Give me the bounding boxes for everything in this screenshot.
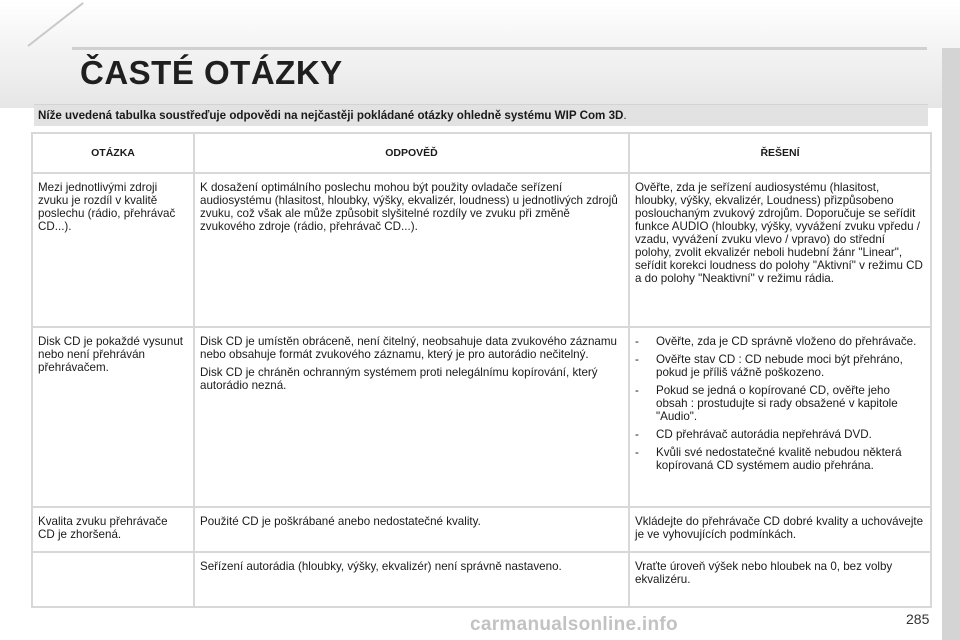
intro-period: .: [623, 109, 627, 122]
watermark-logo: carmanualsonline.info: [470, 614, 678, 635]
answer-cell: [195, 508, 630, 553]
solution-cell: Ověřte, zda je seřízení audiosystému (hlasitost, hloubky, výšky, ekvalizér, Loudness) přizpůsobeno poslouchaným zvukový zdrojům. Doporučuje se seřídit funkce AUDIO (hloubky, výšky, vyvážení zvuku vpředu / vzadu, vyvážení zvuku vlevo / vpravo) do střední polohy, zvolit ekvalizér neboli hudební žánr "Linear", seřídit korekci loudness do polohy "Aktivní" v režimu CD a do polohy "Neaktivní" v režimu rádia.: [630, 174, 930, 328]
page-title: ČASTÉ OTÁZKY: [80, 54, 343, 91]
intro-text: Níže uvedená tabulka soustřeďuje odpovědi na nejčastěji pokládané otázky ohledně systému WIP Com 3D: [38, 109, 624, 122]
list-dash: -: [635, 384, 639, 397]
solution-cell: Vraťte úroveň výšek nebo hloubek na 0, bez volby ekvalizéru.: [635, 560, 893, 586]
solution-list: [635, 335, 924, 472]
intro-banner: [34, 104, 928, 126]
table-row: [33, 553, 930, 606]
answer-text: Seřízení autorádia (hloubky, výšky, ekvalizér) není správně nastaveno.: [200, 560, 562, 573]
solution-cell: Vkládejte do přehrávače CD dobré kvality a uchovávejte je ve vyhovujících podmínkách.: [630, 508, 930, 553]
table-row: [33, 174, 930, 328]
answer-text: Použité CD je poškrábané anebo nedostatečné kvality.: [200, 515, 481, 528]
answer-text: K dosažení optimálního poslechu mohou být použity ovladače seřízení audiosystému (hlasitost, hloubky, výšky, ekvalizér, loudness) u jednotlivých zdrojů zvuku, což však ale může způsobit slyšitelné rozdíly ve zvuku při změně zvukového zdroje (rádio, přehrávač CD...).: [200, 181, 618, 233]
solution-text: Kvůli své nedostatečné kvalitě nebudou některá kopírovaná CD systémem audio přehrána.: [656, 446, 902, 472]
table-row: [33, 328, 930, 508]
table-header-row: [33, 134, 930, 174]
answer-cell: [195, 328, 630, 508]
list-item: [635, 384, 924, 423]
answer-text: Disk CD je umístěn obráceně, není čitelný, neobsahuje data zvukového záznamu nebo obsahuje formát zvukového záznamu, který je pro autorádio nečitelný.: [200, 335, 617, 361]
list-item: [635, 353, 924, 379]
answer-cell: [195, 174, 630, 328]
list-dash: -: [635, 335, 639, 348]
solution-text: Ověřte stav CD : CD nebude moci být přehráno, pokud je příliš vážně poškozeno.: [656, 353, 903, 379]
list-item: [635, 428, 924, 441]
list-item: [635, 335, 924, 348]
question-cell: Kvalita zvuku přehrávače CD je zhoršená.: [33, 508, 195, 553]
solution-text: CD přehrávač autorádia nepřehrává DVD.: [656, 428, 872, 441]
page-edge-bar: [942, 48, 960, 640]
list-dash: -: [635, 428, 639, 441]
list-dash: -: [635, 353, 639, 366]
list-item: [635, 446, 924, 472]
faq-table: [31, 132, 932, 608]
answer-text: Disk CD je chráněn ochranným systémem proti nelegálnímu kopírování, který autorádio nezná.: [200, 366, 598, 392]
header-rule: [72, 47, 927, 50]
solution-cell: [630, 328, 930, 508]
header-solution: ŘEŠENÍ: [630, 134, 930, 174]
header-question: OTÁZKA: [33, 134, 195, 174]
list-dash: -: [635, 446, 639, 459]
solution-text: Ověřte, zda je CD správně vloženo do přehrávače.: [656, 335, 917, 348]
question-cell: [33, 553, 195, 606]
page-number: 285: [906, 611, 930, 627]
question-cell: Disk CD je pokaždé vysunut nebo není přehráván přehrávačem.: [33, 328, 195, 508]
solution-text: Pokud se jedná o kopírované CD, ověřte jeho obsah : prostudujte si rady obsažené v kapitole "Audio".: [656, 384, 898, 423]
header-answer: ODPOVĚĎ: [195, 134, 630, 174]
question-cell: Mezi jednotlivými zdroji zvuku je rozdíl v kvalitě poslechu (rádio, přehrávač CD...).: [33, 174, 195, 328]
answer-cell: [195, 553, 630, 606]
table-row: [33, 508, 930, 553]
